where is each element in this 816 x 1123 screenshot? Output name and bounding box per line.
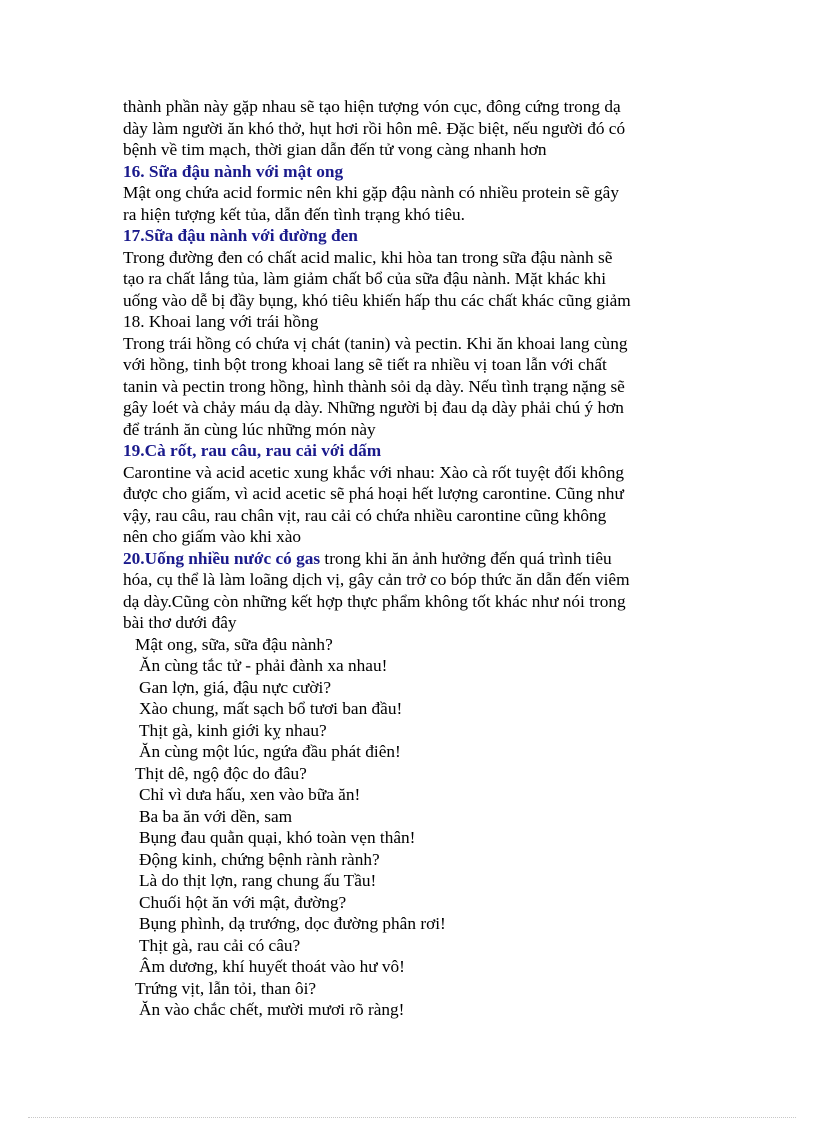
poem-line: Bụng đau quằn quại, khó toàn vẹn thân!: [139, 828, 416, 847]
heading-20: 20.Uống nhiều nước có gas: [123, 548, 321, 568]
poem-line: Bụng phình, dạ trướng, dọc đường phân rơi!: [139, 914, 446, 933]
text-line: tanin và pectin trong hồng, hình thành sỏi dạ dày. Nếu tình trạng nặng sẽ: [123, 376, 625, 396]
poem-line: Gan lợn, giá, đậu nực cười?: [139, 677, 332, 697]
page-bottom-divider: [28, 1117, 796, 1118]
text-line: bài thơ dưới đây: [123, 613, 237, 632]
text-line-20: [123, 548, 698, 570]
poem-line: Ăn cùng tắc tử - phải đành xa nhau!: [139, 656, 388, 675]
poem-line: Trứng vịt, lẫn tỏi, than ôi?: [135, 978, 317, 998]
poem-line: Là do thịt lợn, rang chung ấu Tầu!: [139, 871, 377, 890]
poem-line: Chuối hột ăn với mật, đường?: [139, 892, 347, 912]
poem-line: Thịt dê, ngộ độc do đâu?: [135, 763, 307, 783]
text-line: uống vào dễ bị đầy bụng, khó tiêu khiến hấp thu các chất khác cũng giảm: [123, 290, 631, 310]
heading-19: 19.Cà rốt, rau câu, rau cải với dấm: [123, 441, 382, 460]
text-line: để tránh ăn cùng lúc những món này: [123, 419, 376, 439]
heading-17: 17.Sữa đậu nành với đường đen: [123, 226, 358, 245]
poem-line: Ba ba ăn với dền, sam: [139, 806, 293, 826]
text-line: Trong trái hồng có chứa vị chát (tanin) và pectin. Khi ăn khoai lang cùng: [123, 333, 628, 353]
heading-20-continuation: trong khi ăn ảnh hưởng đến quá trình tiêu: [320, 548, 612, 568]
poem-line: Động kinh, chứng bệnh rành rành?: [139, 849, 380, 869]
text-line: được cho giấm, vì acid acetic sẽ phá hoại hết lượng carontine. Cũng như: [123, 484, 624, 503]
text-line: với hồng, tinh bột trong khoai lang sẽ tiết ra nhiều vị toan lẫn với chất: [123, 355, 607, 374]
text-line: Trong đường đen có chất acid malic, khi hòa tan trong sữa đậu nành sẽ: [123, 247, 613, 267]
poem-line: Thịt gà, kinh giới kỵ nhau?: [139, 720, 327, 740]
text-line: Mật ong chứa acid formic nên khi gặp đậu nành có nhiều protein sẽ gây: [123, 183, 619, 202]
text-line: thành phần này gặp nhau sẽ tạo hiện tượng vón cục, đông cứng trong dạ: [123, 97, 621, 116]
poem: [123, 634, 698, 1021]
text-line: dạ dày.Cũng còn những kết hợp thực phẩm không tốt khác như nói trong: [123, 591, 626, 611]
text-line: nên cho giấm vào khi xào: [123, 527, 302, 546]
poem-line: Âm dương, khí huyết thoát vào hư vô!: [139, 957, 405, 976]
heading-16: 16. Sữa đậu nành với mật ong: [123, 161, 344, 181]
text-line: Carontine và acid acetic xung khắc với nhau: Xào cà rốt tuyệt đối không: [123, 462, 625, 482]
text-line: ra hiện tượng kết tủa, dẫn đến tình trạng khó tiêu.: [123, 204, 465, 224]
poem-line: Xào chung, mất sạch bổ tươi ban đầu!: [139, 699, 403, 718]
text-line: gây loét và chảy máu dạ dày. Những người bị đau dạ dày phải chú ý hơn: [123, 398, 624, 417]
text-line: bệnh về tim mạch, thời gian dẫn đến tử vong càng nhanh hơn: [123, 140, 547, 159]
text-line: hóa, cụ thể là làm loãng dịch vị, gây cản trở co bóp thức ăn dẫn đến viêm: [123, 570, 630, 589]
poem-line: Ăn cùng một lúc, ngứa đầu phát điên!: [139, 742, 401, 761]
document-page: [123, 96, 698, 1021]
text-line: vậy, rau câu, rau chân vịt, rau cải có chứa nhiều carontine cũng không: [123, 505, 607, 525]
poem-line: Chỉ vì dưa hấu, xen vào bữa ăn!: [139, 785, 361, 804]
heading-18: 18. Khoai lang với trái hồng: [123, 312, 319, 331]
poem-line: Ăn vào chắc chết, mười mươi rõ ràng!: [139, 1000, 405, 1019]
poem-line: Thịt gà, rau cải có câu?: [139, 935, 301, 955]
text-line: tạo ra chất lắng tủa, làm giảm chất bổ của sữa đậu nành. Mặt khác khi: [123, 269, 606, 288]
text-line: dày làm người ăn khó thở, hụt hơi rồi hôn mê. Đặc biệt, nếu người đó có: [123, 118, 626, 138]
poem-line: Mật ong, sữa, sữa đậu nành?: [135, 634, 333, 654]
